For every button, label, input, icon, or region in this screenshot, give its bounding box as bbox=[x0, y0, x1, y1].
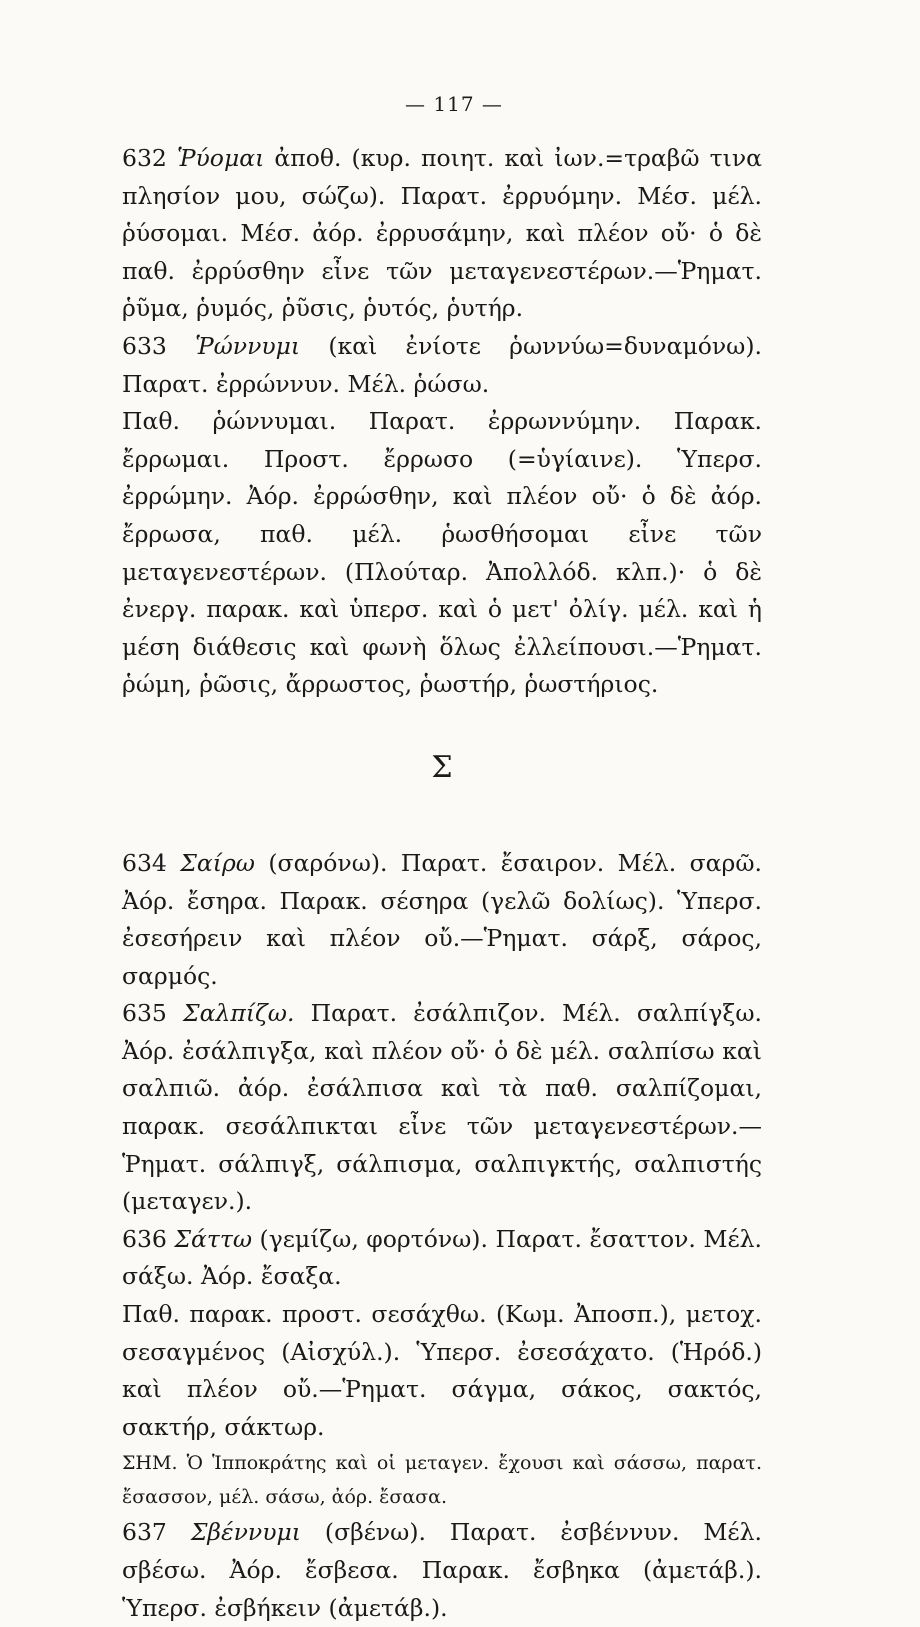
entry-headword: Ῥύομαι bbox=[176, 144, 265, 172]
entry-number: 632 bbox=[122, 144, 167, 172]
entry-text: (γεμίζω, φορτόνω). Παρατ. ἔσαττον. Μέλ. σάξω. Ἀόρ. ἔσαξα. bbox=[122, 1224, 762, 1291]
entry-number: 637 bbox=[122, 1518, 167, 1547]
entry-636 bbox=[122, 1221, 762, 1296]
entry-633-passive: Παθ. ῥώννυμαι. Παρατ. ἐρρωννύμην. Παρακ. ἔρρωμαι. Προστ. ἔρρωσο (=ὑγίαινε). Ὑπερσ. ἐρρώμην. Ἀόρ. ἐρρώσθην, καὶ πλέον οὔ· ὁ δὲ ἀόρ. ἔρρωσα, παθ. μέλ. ῥωσθήσομαι εἶνε τῶν μεταγενεστέρων. (Πλούταρ. Ἀπολλόδ. κλπ.)· ὁ δὲ ἐνεργ. παρακ. καὶ ὑπερσ. καὶ ὁ μετ' ὀλίγ. μέλ. καὶ ἡ μέση διάθεσις καὶ φωνὴ ὅλως ἐλλείπουσι.—Ῥηματ. ῥώμη, ῥῶσις, ἄρρωστος, ῥωστήρ, ῥωστήριος. bbox=[122, 407, 762, 699]
entry-number: 636 bbox=[122, 1224, 167, 1253]
entry-636-note: ΣΗΜ. Ὁ Ἱπποκράτης καὶ οἱ μεταγεν. ἔχουσι καὶ σάσσω, παρατ. ἔσασσον, μέλ. σάσω, ἀόρ. ἔσασα. bbox=[122, 1452, 762, 1509]
entry-text: (σβένω). Παρατ. ἐσβέννυν. Μέλ. σβέσω. Ἀόρ. ἔσβεσα. Παρακ. ἔσβηκα (ἀμετάβ.). Ὑπερσ. ἐσβήκειν (ἀμετάβ.). bbox=[122, 1518, 762, 1622]
entry-number: 635 bbox=[122, 999, 167, 1028]
entry-634 bbox=[122, 845, 762, 995]
page-number: — 117 — bbox=[405, 92, 503, 116]
entry-text: (σαρόνω). Παρατ. ἔσαιρον. Μέλ. σαρῶ. Ἀόρ. ἔσηρα. Παρακ. σέσηρα (γελῶ δολίως). Ὑπερσ. ἐσεσήρειν καὶ πλέον οὔ.—Ῥηματ. σάρξ, σάρος, σαρμός. bbox=[122, 848, 762, 990]
entry-headword: Σαλπίζω. bbox=[183, 999, 295, 1028]
entry-number: 633 bbox=[122, 331, 167, 360]
entry-632 bbox=[122, 140, 762, 328]
entry-headword: Σαίρω bbox=[180, 848, 255, 877]
entry-633 bbox=[122, 328, 762, 403]
entry-text: (καὶ ἐνίοτε ῥωννύω=δυναμόνω). Παρατ. ἐρρώννυν. Μέλ. ῥώσω. bbox=[122, 331, 762, 398]
entry-headword: Σάττω bbox=[174, 1224, 253, 1253]
entry-number: 634 bbox=[122, 848, 167, 877]
entry-headword: Σβέννυμι bbox=[190, 1518, 301, 1547]
section-letter-heading: Σ bbox=[431, 749, 453, 785]
entry-headword: Ῥώννυμι bbox=[195, 331, 301, 360]
entry-text: Παρατ. ἐσάλπιζον. Μέλ. σαλπίγξω. Ἀόρ. ἐσάλπιγξα, καὶ πλέον οὔ· ὁ δὲ μέλ. σαλπίσω καὶ σαλπιῶ. ἀόρ. ἐσάλπισα καὶ τὰ παθ. σαλπίζομαι, παρακ. σεσάλπικται εἶνε τῶν μεταγενεστέρων.—Ῥηματ. σάλπιγξ, σάλπισμα, σαλπιγκτής, σαλπιστής (μεταγεν.). bbox=[122, 999, 762, 1216]
entry-text: ἀποθ. (κυρ. ποιητ. καὶ ἰων.=τραβῶ τινα πλησίον μου, σώζω). Παρατ. ἐρρυόμην. Μέσ. μέλ. ῥύσομαι. Μέσ. ἀόρ. ἐρρυσάμην, καὶ πλέον οὔ· ὁ δὲ παθ. ἐρρύσθην εἶνε τῶν μεταγενεστέρων.—Ῥηματ. ῥῦμα, ῥυμός, ῥῦσις, ῥυτός, ῥυτήρ. bbox=[122, 144, 762, 323]
entry-637 bbox=[122, 1514, 762, 1627]
entry-636-passive: Παθ. παρακ. προστ. σεσάχθω. (Κωμ. Ἀποσπ.), μετοχ. σεσαγμένος (Αἰσχύλ.). Ὑπερσ. ἐσεσάχατο. (Ἡρόδ.) καὶ πλέον οὔ.—Ῥηματ. σάγμα, σάκος, σακτός, σακτήρ, σάκτωρ. bbox=[122, 1300, 762, 1441]
entry-635 bbox=[122, 995, 762, 1221]
